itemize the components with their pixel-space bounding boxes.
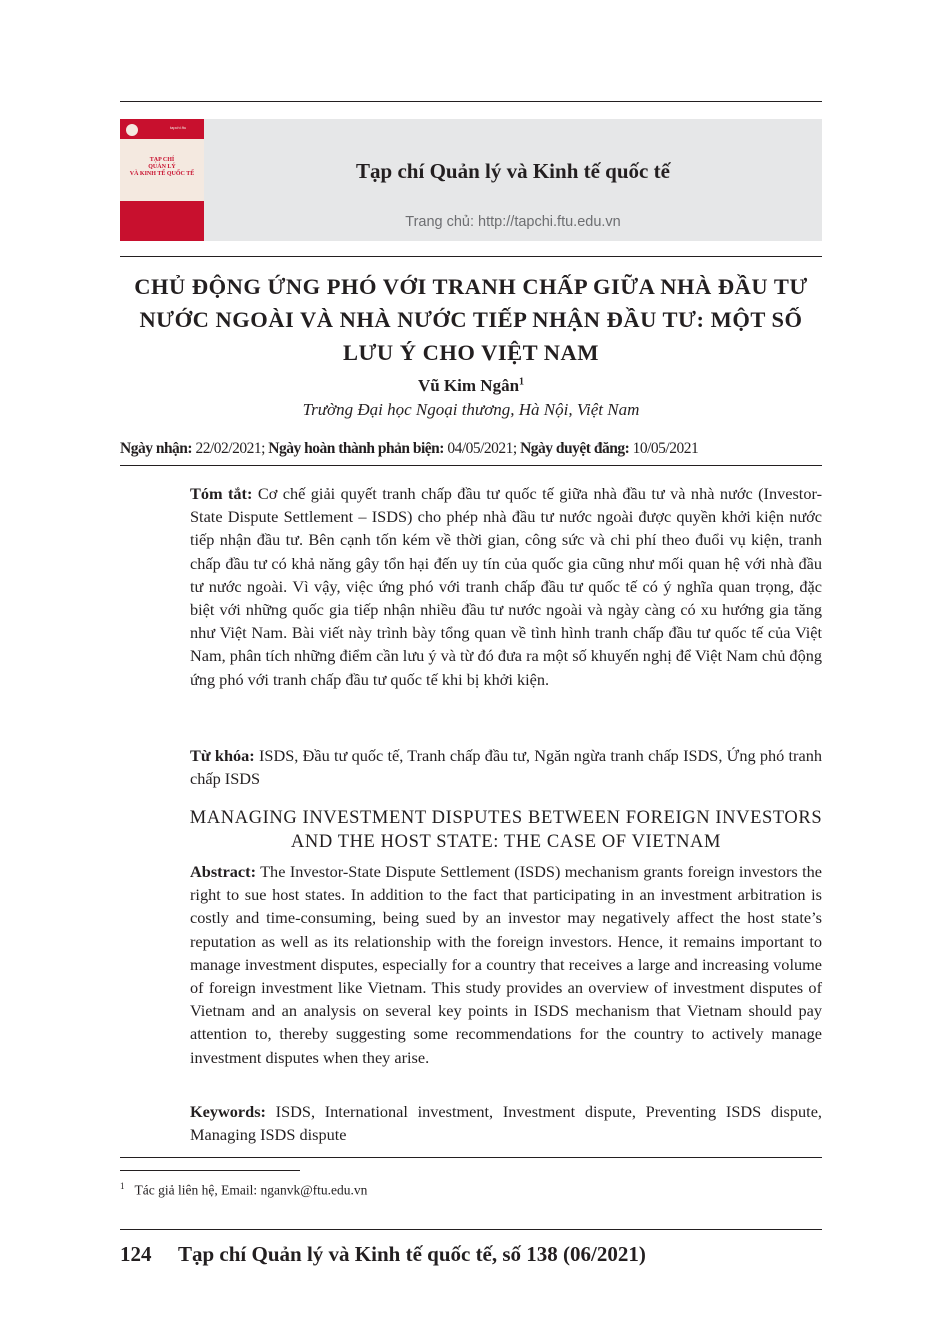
journal-banner [120,119,822,241]
keywords-en: Keywords: ISDS, International investment, Investment dispute, Preventing ISDS dispute, Managing ISDS dispute [190,1102,822,1145]
keywords-vn: Từ khóa: ISDS, Đầu tư quốc tế, Tranh chấp đầu tư, Ngăn ngừa tranh chấp ISDS, Ứng phó tranh chấp ISDS [190,746,822,789]
journal-issue: Tạp chí Quản lý và Kinh tế quốc tế, số 138 (06/2021) [178,1242,646,1266]
homepage-link[interactable]: Trang chủ: http://tapchi.ftu.edu.vn [405,214,621,230]
article-title-en: MANAGING INVESTMENT DISPUTES BETWEEN FOREIGN INVESTORS AND THE HOST STATE: THE CASE OF VIETNAM [189,808,823,852]
abstract-en: Abstract: The Investor-State Dispute Settlement (ISDS) mechanism grants foreign investors the right to sue host states. In addition to the fact that participating in an investment arbitration is costly and time-consuming, being sued by an investor may negatively affect the host state’s reputation as well as its relationship with the foreign investors. Hence, it remains important to manage investment disputes, especially for a country that receives a large and increasing volume of foreign investment like Vietnam. This study provides an overview of investment disputes of Vietnam and an analysis on several key points in ISDS mechanism that Vietnam should pay attention to, thereby suggesting some recommendations for the country to actively manage investment disputes when they arise. [190,862,822,1067]
banner-rule [120,256,822,257]
cover-logo-icon [126,124,138,136]
top-rule [120,101,822,102]
journal-name: Tạp chí Quản lý và Kinh tế quốc tế [356,159,670,183]
footnote-rule [120,1170,300,1171]
author-name: Vũ Kim Ngân$^1$ [417,376,525,395]
abstract-vn: Tóm tắt: Cơ chế giải quyết tranh chấp đầu tư quốc tế giữa nhà đầu tư và nhà nước (Investor-State Dispute Settlement – ISDS) cho phép nhà đầu tư nước ngoài được quyền khởi kiện nước tiếp nhận đầu tư. Bên cạnh tốn kém về thời gian, công sức và chi phí theo đuổi vụ kiện, tranh chấp đầu tư có khả năng gây tổn hại đến uy tín của quốc gia cũng như mối quan hệ với nhà đầu tư nước ngoài. Vì vậy, việc ứng phó với tranh chấp đầu tư quốc tế có ý nghĩa quan trọng, đặc biệt với những quốc gia tiếp nhận nhiều đầu tư nước ngoài và ngày càng có xu hướng gia tăng như Việt Nam. Bài viết này trình bày tổng quan về tình hình tranh chấp đầu tư quốc tế của Việt Nam, phân tích những điểm cần lưu ý và từ đó đưa ra một số khuyến nghị để Việt Nam chủ động ứng phó với tranh chấp đầu tư quốc tế khi bị khởi kiện. [190,484,822,689]
footnote: $^1$ Tác giả liên hệ, Email: nganvk@ftu.edu.vn [120,1181,368,1198]
article-title-vn: CHỦ ĐỘNG ỨNG PHÓ VỚI TRANH CHẤP GIỮA NHÀ ĐẦU TƯ NƯỚC NGOÀI VÀ NHÀ NƯỚC TIẾP NHẬN ĐẦU TƯ: MỘT SỐ LƯU Ý CHO VIỆT NAM [134,274,808,365]
author-footnote-marker[interactable]: 1 [519,376,525,388]
content-end-rule [120,1157,822,1158]
article-dates: Ngày nhận: 22/02/2021; Ngày hoàn thành phản biện: 04/05/2021; Ngày duyệt đăng: 10/05/2021 [120,440,699,457]
journal-cover-thumbnail: tapchi.ftu TẠP CHÍ QUẢN LÝ VÀ KINH TẾ QUỐC TẾ [120,119,204,241]
footer-rule [120,1229,822,1230]
dates-rule [120,465,822,466]
page-number: 124 [120,1242,152,1266]
footnote-marker: 1 [120,1181,125,1191]
author-affiliation: Trường Đại học Ngoại thương, Hà Nội, Việt Nam [302,400,640,419]
page-footer [120,1242,822,1267]
cover-title: TẠP CHÍ QUẢN LÝ VÀ KINH TẾ QUỐC TẾ [129,157,195,177]
